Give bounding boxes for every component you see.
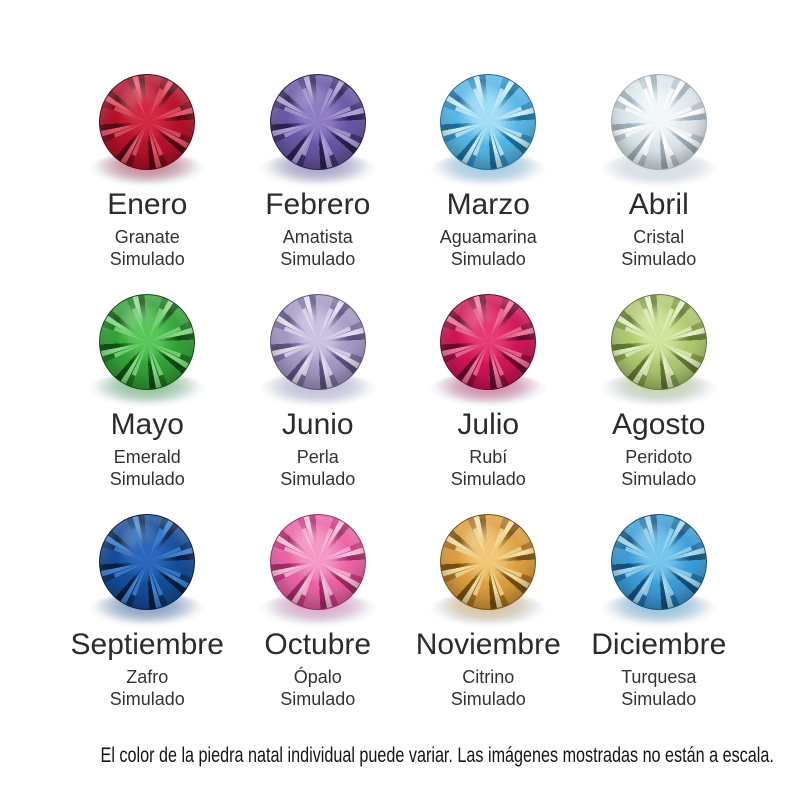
month-label: Abril [628, 188, 689, 221]
stone-name: Zafro [126, 667, 169, 687]
stone-qualifier: Simulado [621, 249, 697, 269]
gem-cell-agosto [574, 294, 745, 514]
month-label: Febrero [265, 188, 371, 221]
stone-name: Aguamarina [439, 227, 537, 247]
gem-cell-febrero [233, 74, 404, 294]
stone-name: Peridoto [625, 447, 693, 467]
stone-name: Ópalo [293, 667, 342, 687]
month-label: Noviembre [415, 628, 561, 661]
stone-name: Granate [114, 227, 180, 247]
stone-qualifier: Simulado [450, 469, 526, 489]
stone-qualifier: Simulado [280, 689, 356, 709]
stone-qualifier: Simulado [450, 689, 526, 709]
gem-image-marzo [440, 74, 536, 170]
gem-image-junio [270, 294, 366, 390]
stone-qualifier: Simulado [621, 689, 697, 709]
gem-cell-marzo [403, 74, 574, 294]
stone-name: Rubí [469, 447, 508, 467]
gem-image-noviembre [440, 514, 536, 610]
gem-cell-mayo [62, 294, 233, 514]
stone-name: Turquesa [621, 667, 697, 687]
stone-qualifier: Simulado [109, 469, 185, 489]
gem-cell-octubre [233, 514, 404, 734]
stone-name: Amatista [282, 227, 353, 247]
gem-cell-noviembre [403, 514, 574, 734]
gem-cell-junio [233, 294, 404, 514]
gem-image-octubre [270, 514, 366, 610]
stone-name: Emerald [113, 447, 181, 467]
stone-qualifier: Simulado [109, 689, 185, 709]
gem-image-agosto [611, 294, 707, 390]
gem-cell-septiembre [62, 514, 233, 734]
stone-name: Cristal [633, 227, 685, 247]
gem-image-enero [99, 74, 195, 170]
stone-qualifier: Simulado [280, 469, 356, 489]
gem-cell-julio [403, 294, 574, 514]
gem-image-abril [611, 74, 707, 170]
month-label: Diciembre [591, 628, 727, 661]
gem-cell-abril [574, 74, 745, 294]
month-label: Octubre [264, 628, 372, 661]
stone-qualifier: Simulado [280, 249, 356, 269]
month-label: Agosto [612, 408, 706, 441]
stone-name: Citrino [462, 667, 515, 687]
month-label: Mayo [110, 408, 184, 441]
month-label: Julio [457, 408, 520, 441]
gem-image-julio [440, 294, 536, 390]
stone-qualifier: Simulado [450, 249, 526, 269]
gem-cell-enero [62, 74, 233, 294]
month-label: Septiembre [70, 628, 224, 661]
month-label: Enero [107, 188, 188, 221]
disclaimer [0, 743, 800, 769]
disclaimer-text: El color de la piedra natal individual puede variar. Las imágenes mostradas no están a escala. [100, 744, 774, 767]
gem-cell-diciembre [574, 514, 745, 734]
stone-qualifier: Simulado [621, 469, 697, 489]
stone-qualifier: Simulado [109, 249, 185, 269]
month-label: Junio [281, 408, 354, 441]
gem-image-mayo [99, 294, 195, 390]
gem-image-diciembre [611, 514, 707, 610]
month-label: Marzo [446, 188, 530, 221]
gem-image-septiembre [99, 514, 195, 610]
stone-name: Perla [296, 447, 339, 467]
gem-image-febrero [270, 74, 366, 170]
